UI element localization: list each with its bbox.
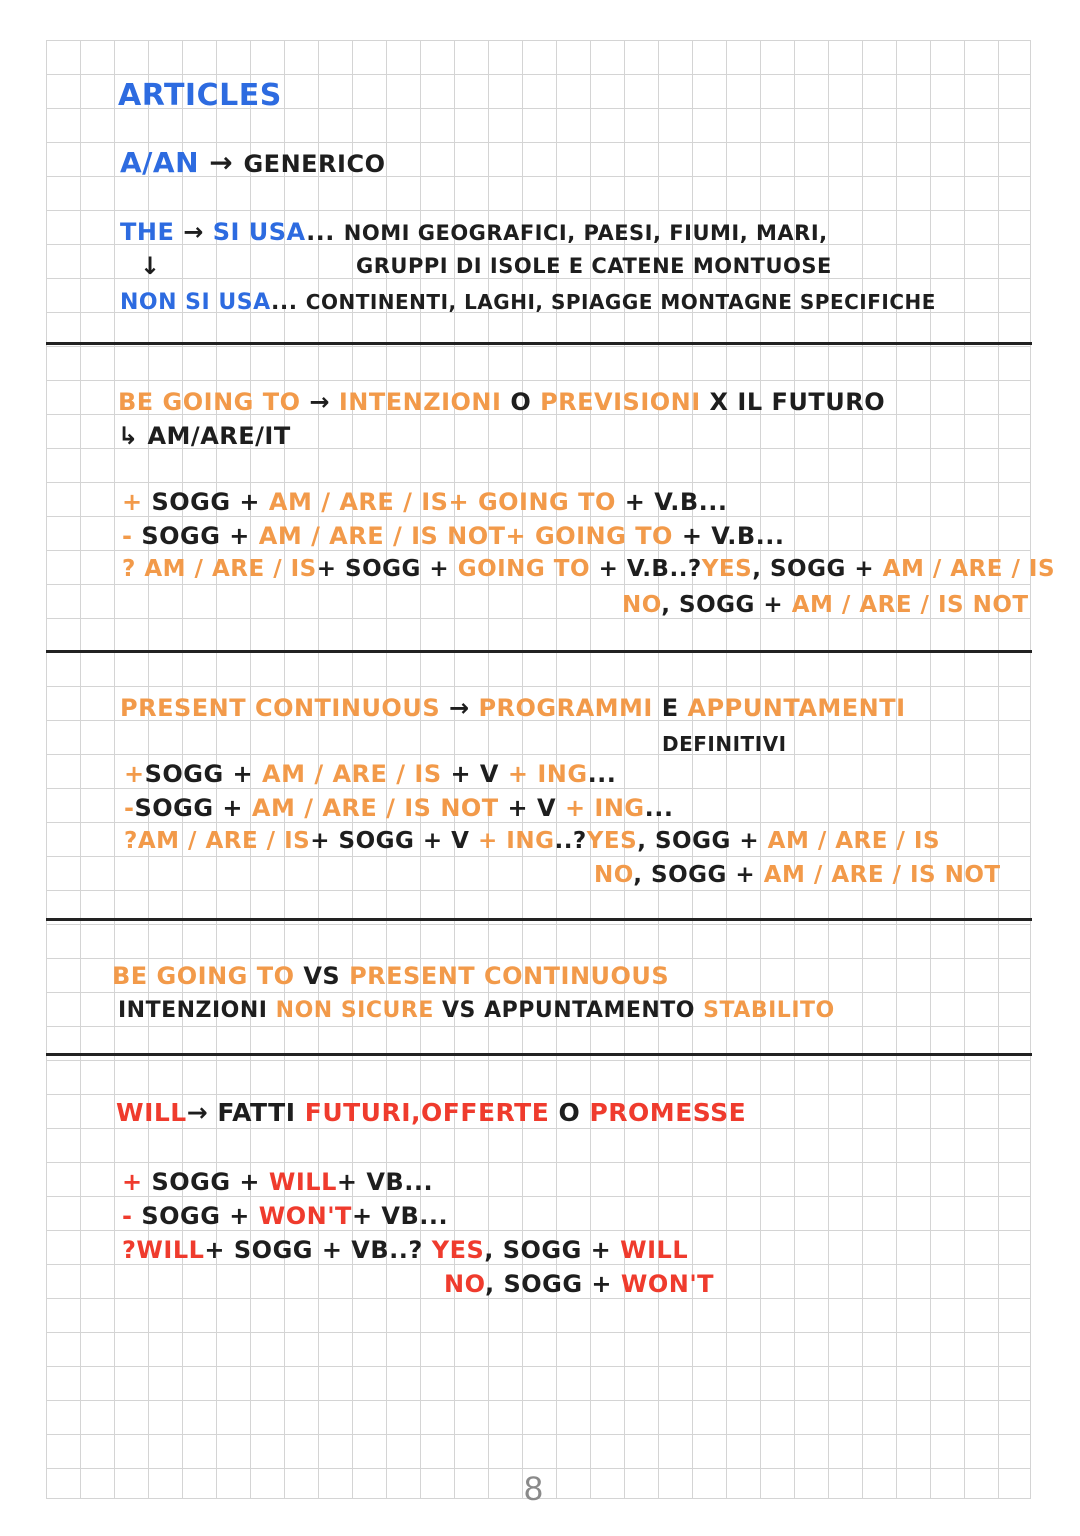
plus-sign: +	[122, 1168, 143, 1196]
subject-text: SOGG +	[141, 1202, 250, 1230]
ellipsis: ...	[644, 794, 674, 822]
wont-word: WON'T	[258, 1202, 352, 1230]
will-title-line	[116, 1098, 746, 1127]
be-forms: AM / ARE / IS	[137, 828, 311, 854]
arrow-icon: →	[183, 218, 204, 246]
going-to-text: GOING TO	[457, 556, 591, 582]
future-text: X IL FUTURO	[709, 388, 886, 416]
minus-sign: -	[122, 1202, 133, 1230]
ellipsis: ...	[587, 760, 617, 788]
no-answer: NO	[622, 592, 662, 618]
going-to-negative	[122, 522, 785, 550]
previsioni-label: PREVISIONI	[540, 388, 701, 416]
the-line	[120, 218, 828, 246]
si-usa-list-cont: GRUPPI DI ISOLE E CATENE MONTUOSE	[356, 254, 832, 278]
going-to-positive	[122, 488, 727, 516]
subject-text: , SOGG +	[633, 862, 756, 888]
and-word: E	[661, 694, 679, 722]
a-an-term: A/AN	[120, 146, 199, 179]
arrow-icon: →	[309, 388, 330, 416]
ing-suffix: + ING	[564, 794, 645, 822]
will-title: WILL	[116, 1098, 187, 1127]
no-answer: NO	[594, 862, 634, 888]
ing-suffix: + ING	[507, 760, 588, 788]
subject-text: + SOGG + V	[310, 828, 470, 854]
subject-text: SOGG +	[141, 522, 250, 550]
will-word: WILL	[136, 1236, 205, 1264]
subject-text: , SOGG +	[661, 592, 784, 618]
appuntamenti-label: APPUNTAMENTI	[687, 694, 906, 722]
subject-text: + SOGG + VB..?	[204, 1236, 423, 1264]
yes-answer: YES	[701, 556, 753, 582]
going-to-sub: ↳ AM/ARE/IT	[118, 422, 291, 450]
will-word: WILL	[620, 1236, 689, 1264]
non-si-usa-list: CONTINENTI, LAGHI, SPIAGGE MONTAGNE SPECIFICHE	[305, 290, 936, 314]
non-si-usa-line	[120, 290, 936, 315]
wont-word: WON'T	[620, 1270, 715, 1298]
plus-sign: +	[122, 488, 143, 516]
fatti-text: FATTI	[217, 1098, 296, 1127]
going-to-title: BE GOING TO	[118, 388, 301, 416]
question-sign: ?	[122, 556, 136, 582]
plus-sign: +	[124, 760, 145, 788]
be-forms: AM / ARE / IS NOT	[258, 522, 506, 550]
ellipsis: ...	[271, 290, 298, 315]
or-word: O	[510, 388, 532, 416]
subject-text: , SOGG +	[752, 556, 875, 582]
futuri-text: FUTURI,	[304, 1098, 422, 1127]
will-no-answer	[444, 1270, 714, 1298]
subject-text: SOGG +	[151, 1168, 261, 1196]
section-divider	[46, 342, 1032, 345]
the-term: THE	[120, 218, 175, 246]
non-sicure-text: NON SICURE	[275, 998, 434, 1023]
going-to-title-line	[118, 388, 885, 416]
subject-text: , SOGG +	[637, 828, 760, 854]
be-forms: AM / ARE / IS NOT	[763, 862, 1001, 888]
pc-no-answer	[594, 862, 1001, 888]
non-si-usa-label: NON SI USA	[120, 290, 272, 315]
subject-text: , SOGG +	[484, 1236, 612, 1264]
be-forms: AM / ARE / IS	[882, 556, 1056, 582]
vs-title-line	[112, 962, 669, 990]
will-question	[122, 1236, 688, 1264]
question-sign: ?	[124, 828, 138, 854]
arrow-icon: →	[209, 146, 234, 179]
subject-text: SOGG +	[151, 488, 261, 516]
articles-title: ARTICLES	[118, 78, 282, 113]
intenzioni-text: INTENZIONI	[118, 998, 268, 1023]
plus-text: +	[448, 488, 470, 516]
section-divider	[46, 918, 1032, 921]
promesse-text: PROMESSE	[589, 1098, 747, 1127]
pc-question	[124, 828, 940, 854]
si-usa-label: SI USA	[212, 218, 307, 246]
ing-suffix: + ING	[477, 828, 555, 854]
be-forms: AM / ARE / IS NOT	[791, 592, 1029, 618]
or-word: O	[558, 1098, 581, 1127]
down-arrow-icon: ↓	[140, 252, 161, 280]
verb-tail: + VB...	[351, 1202, 449, 1230]
plus-text: +	[505, 522, 527, 550]
vs-detail-line	[118, 998, 835, 1023]
arrow-icon: →	[448, 694, 470, 722]
be-forms: AM / ARE / IS	[144, 556, 317, 582]
a-an-desc: GENERICO	[243, 150, 386, 178]
definitivi-text: DEFINITIVI	[662, 732, 787, 756]
be-forms: AM / ARE / IS	[262, 760, 442, 788]
will-word: WILL	[268, 1168, 337, 1196]
going-to-question	[122, 556, 1055, 582]
present-continuous-title-line	[120, 694, 906, 722]
stabilito-text: STABILITO	[703, 998, 835, 1023]
be-forms: AM / ARE / IS	[767, 828, 941, 854]
yes-answer: YES	[586, 828, 638, 854]
pc-positive	[124, 760, 616, 788]
minus-sign: -	[122, 522, 133, 550]
page-number: 8	[524, 1470, 543, 1508]
verb-tail: ..?	[554, 828, 587, 854]
question-sign: ?	[122, 1236, 137, 1264]
verb-tail: + V.B...	[624, 488, 728, 516]
ellipsis: ...	[306, 218, 335, 246]
appuntamento-text: APPUNTAMENTO	[484, 998, 695, 1023]
be-forms: AM / ARE / IS	[268, 488, 449, 516]
section-divider	[46, 650, 1032, 653]
vs-word: VS	[442, 998, 476, 1023]
section-divider	[46, 1053, 1032, 1056]
subject-text: , SOGG +	[484, 1270, 612, 1298]
going-to-label: BE GOING TO	[112, 962, 295, 990]
verb-text: + V	[507, 794, 557, 822]
going-to-no-answer	[622, 592, 1029, 618]
verb-text: + V	[450, 760, 500, 788]
verb-tail: + VB...	[336, 1168, 434, 1196]
arrow-icon: →	[186, 1098, 209, 1127]
present-continuous-title: PRESENT CONTINUOUS	[120, 694, 441, 722]
going-to-text: GOING TO	[477, 488, 616, 516]
present-continuous-label: PRESENT CONTINUOUS	[349, 962, 670, 990]
si-usa-list: NOMI GEOGRAFICI, PAESI, FIUMI, MARI,	[343, 221, 828, 245]
going-to-text: GOING TO	[535, 522, 673, 550]
subject-text: SOGG +	[144, 760, 254, 788]
programmi-label: PROGRAMMI	[478, 694, 653, 722]
yes-answer: YES	[431, 1236, 485, 1264]
pc-negative	[124, 794, 674, 822]
offerte-text: OFFERTE	[421, 1098, 550, 1127]
be-forms: AM / ARE / IS NOT	[251, 794, 499, 822]
minus-sign: -	[124, 794, 135, 822]
a-an-line	[120, 146, 385, 179]
intenzioni-label: INTENZIONI	[338, 388, 502, 416]
verb-tail: + V.B..?	[598, 556, 702, 582]
subject-text: SOGG +	[134, 794, 244, 822]
no-answer: NO	[444, 1270, 485, 1298]
vs-word: VS	[303, 962, 341, 990]
will-positive	[122, 1168, 433, 1196]
subject-text: + SOGG +	[316, 556, 450, 582]
will-negative	[122, 1202, 448, 1230]
verb-tail: + V.B...	[681, 522, 785, 550]
